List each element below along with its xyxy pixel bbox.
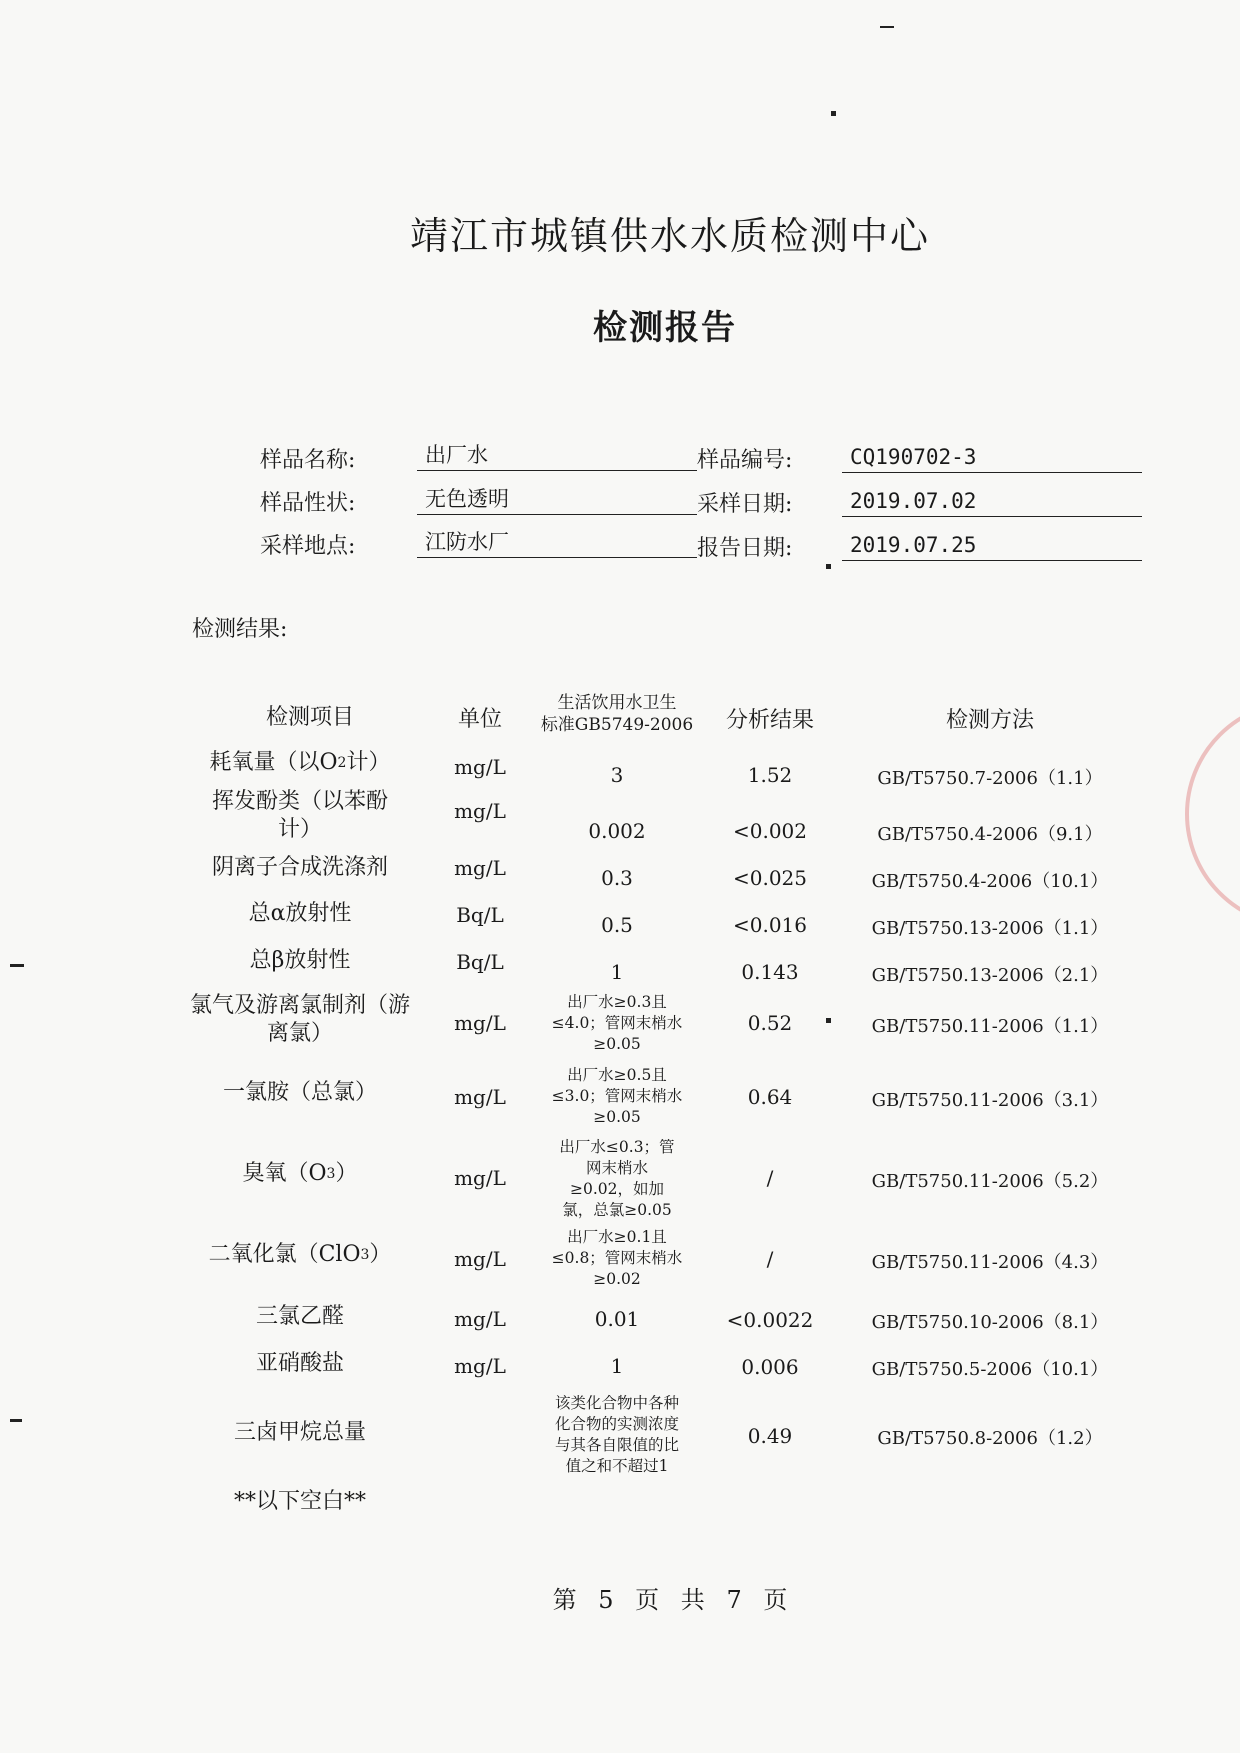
row-item: 阴离子合成洗涤剂: [211, 855, 388, 880]
row-result: <0.016: [732, 913, 807, 937]
row-result: <0.025: [732, 866, 807, 890]
row-standard: 出厂水≥0.3且≤4.0；管网末梢水≥0.05: [551, 992, 683, 1053]
row-result: 0.49: [747, 1424, 793, 1448]
row-item: 亚硝酸盐: [255, 1351, 344, 1376]
scan-speck: [826, 564, 831, 569]
row-method: GB/T5750.5-2006（10.1）: [871, 1359, 1109, 1380]
col-header-item: 检测项目: [265, 705, 354, 730]
row-result: /: [766, 1247, 774, 1271]
scan-speck: [826, 1018, 831, 1023]
row-standard: 3: [610, 763, 624, 787]
scan-speck: [10, 964, 24, 967]
col-header-standard-line2: 标准GB5749-2006: [540, 715, 694, 735]
row-item: 二氧化氯（ClO 3 ）: [208, 1242, 392, 1267]
sampling-location-value: 江防水厂: [417, 529, 697, 558]
row-method: GB/T5750.8-2006（1.2）: [877, 1428, 1103, 1449]
row-standard: 1: [610, 960, 624, 984]
row-standard: 出厂水≥0.1且≤0.8；管网末梢水≥0.02: [551, 1227, 683, 1288]
official-stamp: [1185, 700, 1240, 928]
row-unit: Bq/L: [456, 950, 504, 974]
col-header-method: 检测方法: [945, 708, 1034, 733]
sample-name-value: 出厂水: [417, 442, 697, 471]
sampling-date-value: 2019.07.02: [842, 488, 1142, 517]
blank-below-marker: **以下空白**: [233, 1489, 366, 1514]
row-item: 三卤甲烷总量: [233, 1420, 366, 1445]
row-unit: Bq/L: [456, 903, 504, 927]
row-result: 0.143: [741, 960, 799, 984]
row-method: GB/T5750.10-2006（8.1）: [871, 1312, 1109, 1333]
row-result: 1.52: [747, 763, 793, 787]
row-result: 0.006: [741, 1355, 799, 1379]
row-method: GB/T5750.7-2006（1.1）: [877, 768, 1103, 789]
row-standard: 0.3: [601, 866, 633, 890]
row-result: /: [766, 1166, 774, 1190]
row-standard: 0.5: [601, 913, 633, 937]
sampling-location-label: 采样地点:: [260, 534, 356, 559]
row-method: GB/T5750.4-2006（10.1）: [871, 871, 1109, 892]
scan-speck: [880, 26, 894, 28]
row-standard: 出厂水≤0.3；管网末梢水≥0.02，如加氯，总氯≥0.05: [559, 1138, 675, 1219]
row-method: GB/T5750.4-2006（9.1）: [877, 824, 1103, 845]
row-unit: mg/L: [454, 755, 506, 779]
row-item: 挥发酚类（以苯酚计）: [211, 789, 388, 842]
report-date-value: 2019.07.25: [842, 532, 1142, 561]
row-item: 氯气及游离氯制剂（游离氯）: [190, 993, 411, 1046]
row-unit: mg/L: [454, 1166, 506, 1190]
sample-state-label: 样品性状:: [260, 491, 356, 516]
row-method: GB/T5750.11-2006（4.3）: [871, 1252, 1109, 1273]
sample-state-value: 无色透明: [417, 486, 697, 515]
row-unit: mg/L: [454, 856, 506, 880]
report-date-label: 报告日期:: [697, 536, 793, 561]
row-unit: [430, 1418, 530, 1448]
row-item: 耗氧量（以O 2 计）: [209, 750, 391, 775]
row-standard: 0.01: [594, 1307, 640, 1331]
row-unit: mg/L: [454, 1011, 506, 1035]
row-unit: mg/L: [454, 799, 506, 823]
row-standard: 该类化合物中各种化合物的实测浓度与其各自限值的比值之和不超过1: [554, 1394, 679, 1475]
col-header-standard: [527, 692, 707, 736]
row-standard: 1: [610, 1354, 624, 1378]
results-section-label: 检测结果:: [192, 617, 288, 642]
row-result: 0.52: [747, 1011, 793, 1035]
col-header-result: 分析结果: [725, 708, 814, 733]
doc-title: 检测报告: [593, 308, 737, 348]
org-title: 靖江市城镇供水水质检测中心: [409, 214, 930, 258]
row-item: 总α放射性: [248, 901, 352, 926]
row-method: GB/T5750.11-2006（5.2）: [871, 1171, 1109, 1192]
scan-speck: [831, 111, 836, 116]
row-item: 三氯乙醛: [255, 1304, 344, 1329]
row-unit: mg/L: [454, 1354, 506, 1378]
row-result: <0.0022: [726, 1308, 814, 1332]
sample-name-label: 样品名称:: [260, 448, 356, 473]
row-standard: 0.002: [588, 819, 646, 843]
row-item: 臭氧（O 3 ）: [242, 1161, 358, 1186]
page-number: 第 5 页 共 7 页: [552, 1586, 788, 1614]
col-header-standard-line1: 生活饮用水卫生: [557, 693, 677, 713]
row-method: GB/T5750.11-2006（1.1）: [871, 1016, 1109, 1037]
row-standard: 出厂水≥0.5且≤3.0；管网末梢水≥0.05: [551, 1065, 683, 1126]
row-item: 一氯胺（总氯）: [222, 1080, 377, 1105]
sample-id-value: CQ190702-3: [842, 444, 1142, 473]
row-method: GB/T5750.13-2006（2.1）: [871, 965, 1109, 986]
sample-id-label: 样品编号:: [697, 448, 793, 473]
row-result: <0.002: [732, 819, 807, 843]
row-method: GB/T5750.11-2006（3.1）: [871, 1090, 1109, 1111]
row-unit: mg/L: [454, 1085, 506, 1109]
scan-speck: [10, 1419, 22, 1422]
row-result: 0.64: [747, 1085, 793, 1109]
sampling-date-label: 采样日期:: [697, 492, 793, 517]
row-method: GB/T5750.13-2006（1.1）: [871, 918, 1109, 939]
row-unit: mg/L: [454, 1307, 506, 1331]
row-unit: mg/L: [454, 1247, 506, 1271]
col-header-unit: 单位: [457, 707, 502, 732]
row-item: 总β放射性: [249, 948, 351, 973]
